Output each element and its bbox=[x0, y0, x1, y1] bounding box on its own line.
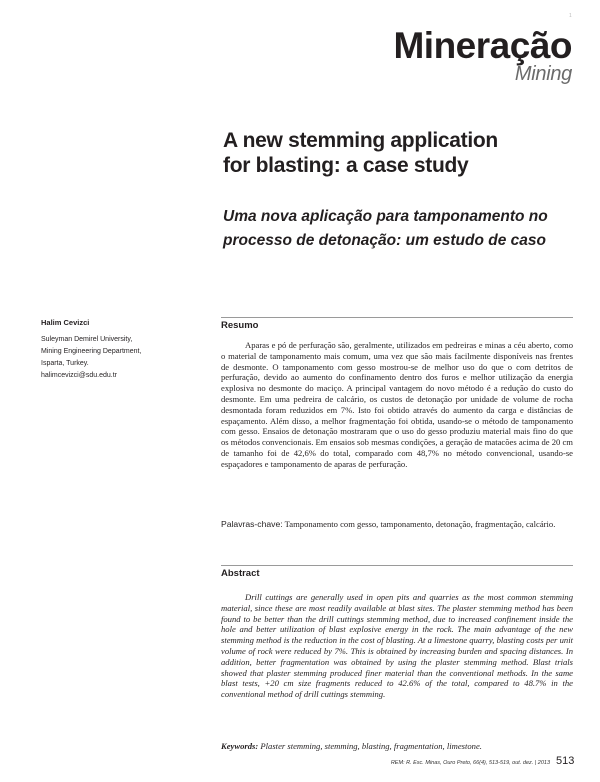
title-line-1: A new stemming application bbox=[223, 129, 498, 152]
abstract-text: Drill cuttings are generally used in open pits and quarries as the most common stemming material, since these are most readily available at blast sites. The plaster stemming method has been found to be better than the drill cuttings stemming method, due to increased confinement inside the hole and better utilization of blast explosive energy in the rock. The main advantage of the new stemming method is the reduction in the cost of blasting. At a limestone quarry, blasting costs per unit volume of rock were reduced by 7%. This is obtained by increasing burden and spacing distances. In addition, better fragmentation was obtained by using the plaster stemming method. Blast trials showed that plaster stemming produced finer material than the conventional methods. In the same blast tests, +20 cm size fragments reduced to 42.6% of the total, compared to 48.7% in the conventional method of drill cuttings stemming. bbox=[221, 592, 573, 700]
section-subtitle: Mining bbox=[514, 63, 572, 85]
author-name: Halim Cevizci bbox=[41, 318, 90, 327]
palavras-chave-text: Tamponamento com gesso, tamponamento, detonação, fragmentação, calcário. bbox=[284, 519, 556, 529]
author-location: Isparta, Turkey. bbox=[41, 360, 89, 367]
abstract-heading: Abstract bbox=[221, 565, 573, 579]
author-block bbox=[41, 317, 171, 382]
title-line-2: for blasting: a case study bbox=[223, 154, 469, 177]
author-department: Mining Engineering Department, bbox=[41, 348, 142, 355]
resumo-text: Aparas e pó de perfuração são, geralmente, utilizados em pedreiras e minas a céu aberto, como o material de tamponamento mais comum, uma vez que são mais facilmente disponíveis nas frentes de desmonte. O tamponamento com gesso mostrou-se de melhor uso do que o com detritos de perfuração, devido ao aumento do confinamento dentro dos furos e melhor utilização da energia explosiva no desmonte do maciço. A principal vantagem do novo método é a redução do custo do desmonte. Em uma pedreira de calcário, os custos de detonação por unidade de volume de rocha desmontada foram reduzidos em 7%. Isto foi obtido através do aumento da carga e distâncias de espaçamento. Além disso, a melhor fragmentação foi obtida, usando-se o método de tamponamento com gesso. Ensaios de detonação mostraram que o uso do gesso produziu material mais fino do que os métodos convencionais. Em ensaios sob mesmas condições, a geração de matacões acima de 20 cm de tamanho foi de 42,6% do total, comparado com 48,7% no método convencional, usando-se espaçadores e tamponamento de aparas de perfuração. bbox=[221, 340, 573, 469]
resumo-heading: Resumo bbox=[221, 317, 573, 331]
keywords bbox=[221, 741, 573, 752]
author-affiliation: Suleyman Demirel University, bbox=[41, 336, 133, 343]
author-email[interactable]: halimcevizci@sdu.edu.tr bbox=[41, 372, 117, 379]
palavras-chave-label: Palavras-chave: bbox=[221, 519, 283, 529]
keywords-text: Plaster stemming, stemming, blasting, fragmentation, limestone. bbox=[260, 741, 482, 751]
keywords-label: Keywords: bbox=[221, 741, 259, 751]
subtitle-line-1: Uma nova aplicação para tamponamento no bbox=[223, 208, 548, 225]
footer-citation: REM: R. Esc. Minas, Ouro Preto, 66(4), 513-519, out. dez. | 2013 bbox=[390, 760, 550, 766]
section-title: Mineração bbox=[393, 25, 572, 66]
subtitle-line-2: processo de detonação: um estudo de caso bbox=[223, 232, 546, 249]
article-title bbox=[223, 128, 583, 178]
page-number: 513 bbox=[556, 755, 575, 767]
palavras-chave bbox=[221, 519, 573, 530]
page-mark: 1 bbox=[569, 13, 572, 19]
article-subtitle bbox=[223, 205, 583, 253]
